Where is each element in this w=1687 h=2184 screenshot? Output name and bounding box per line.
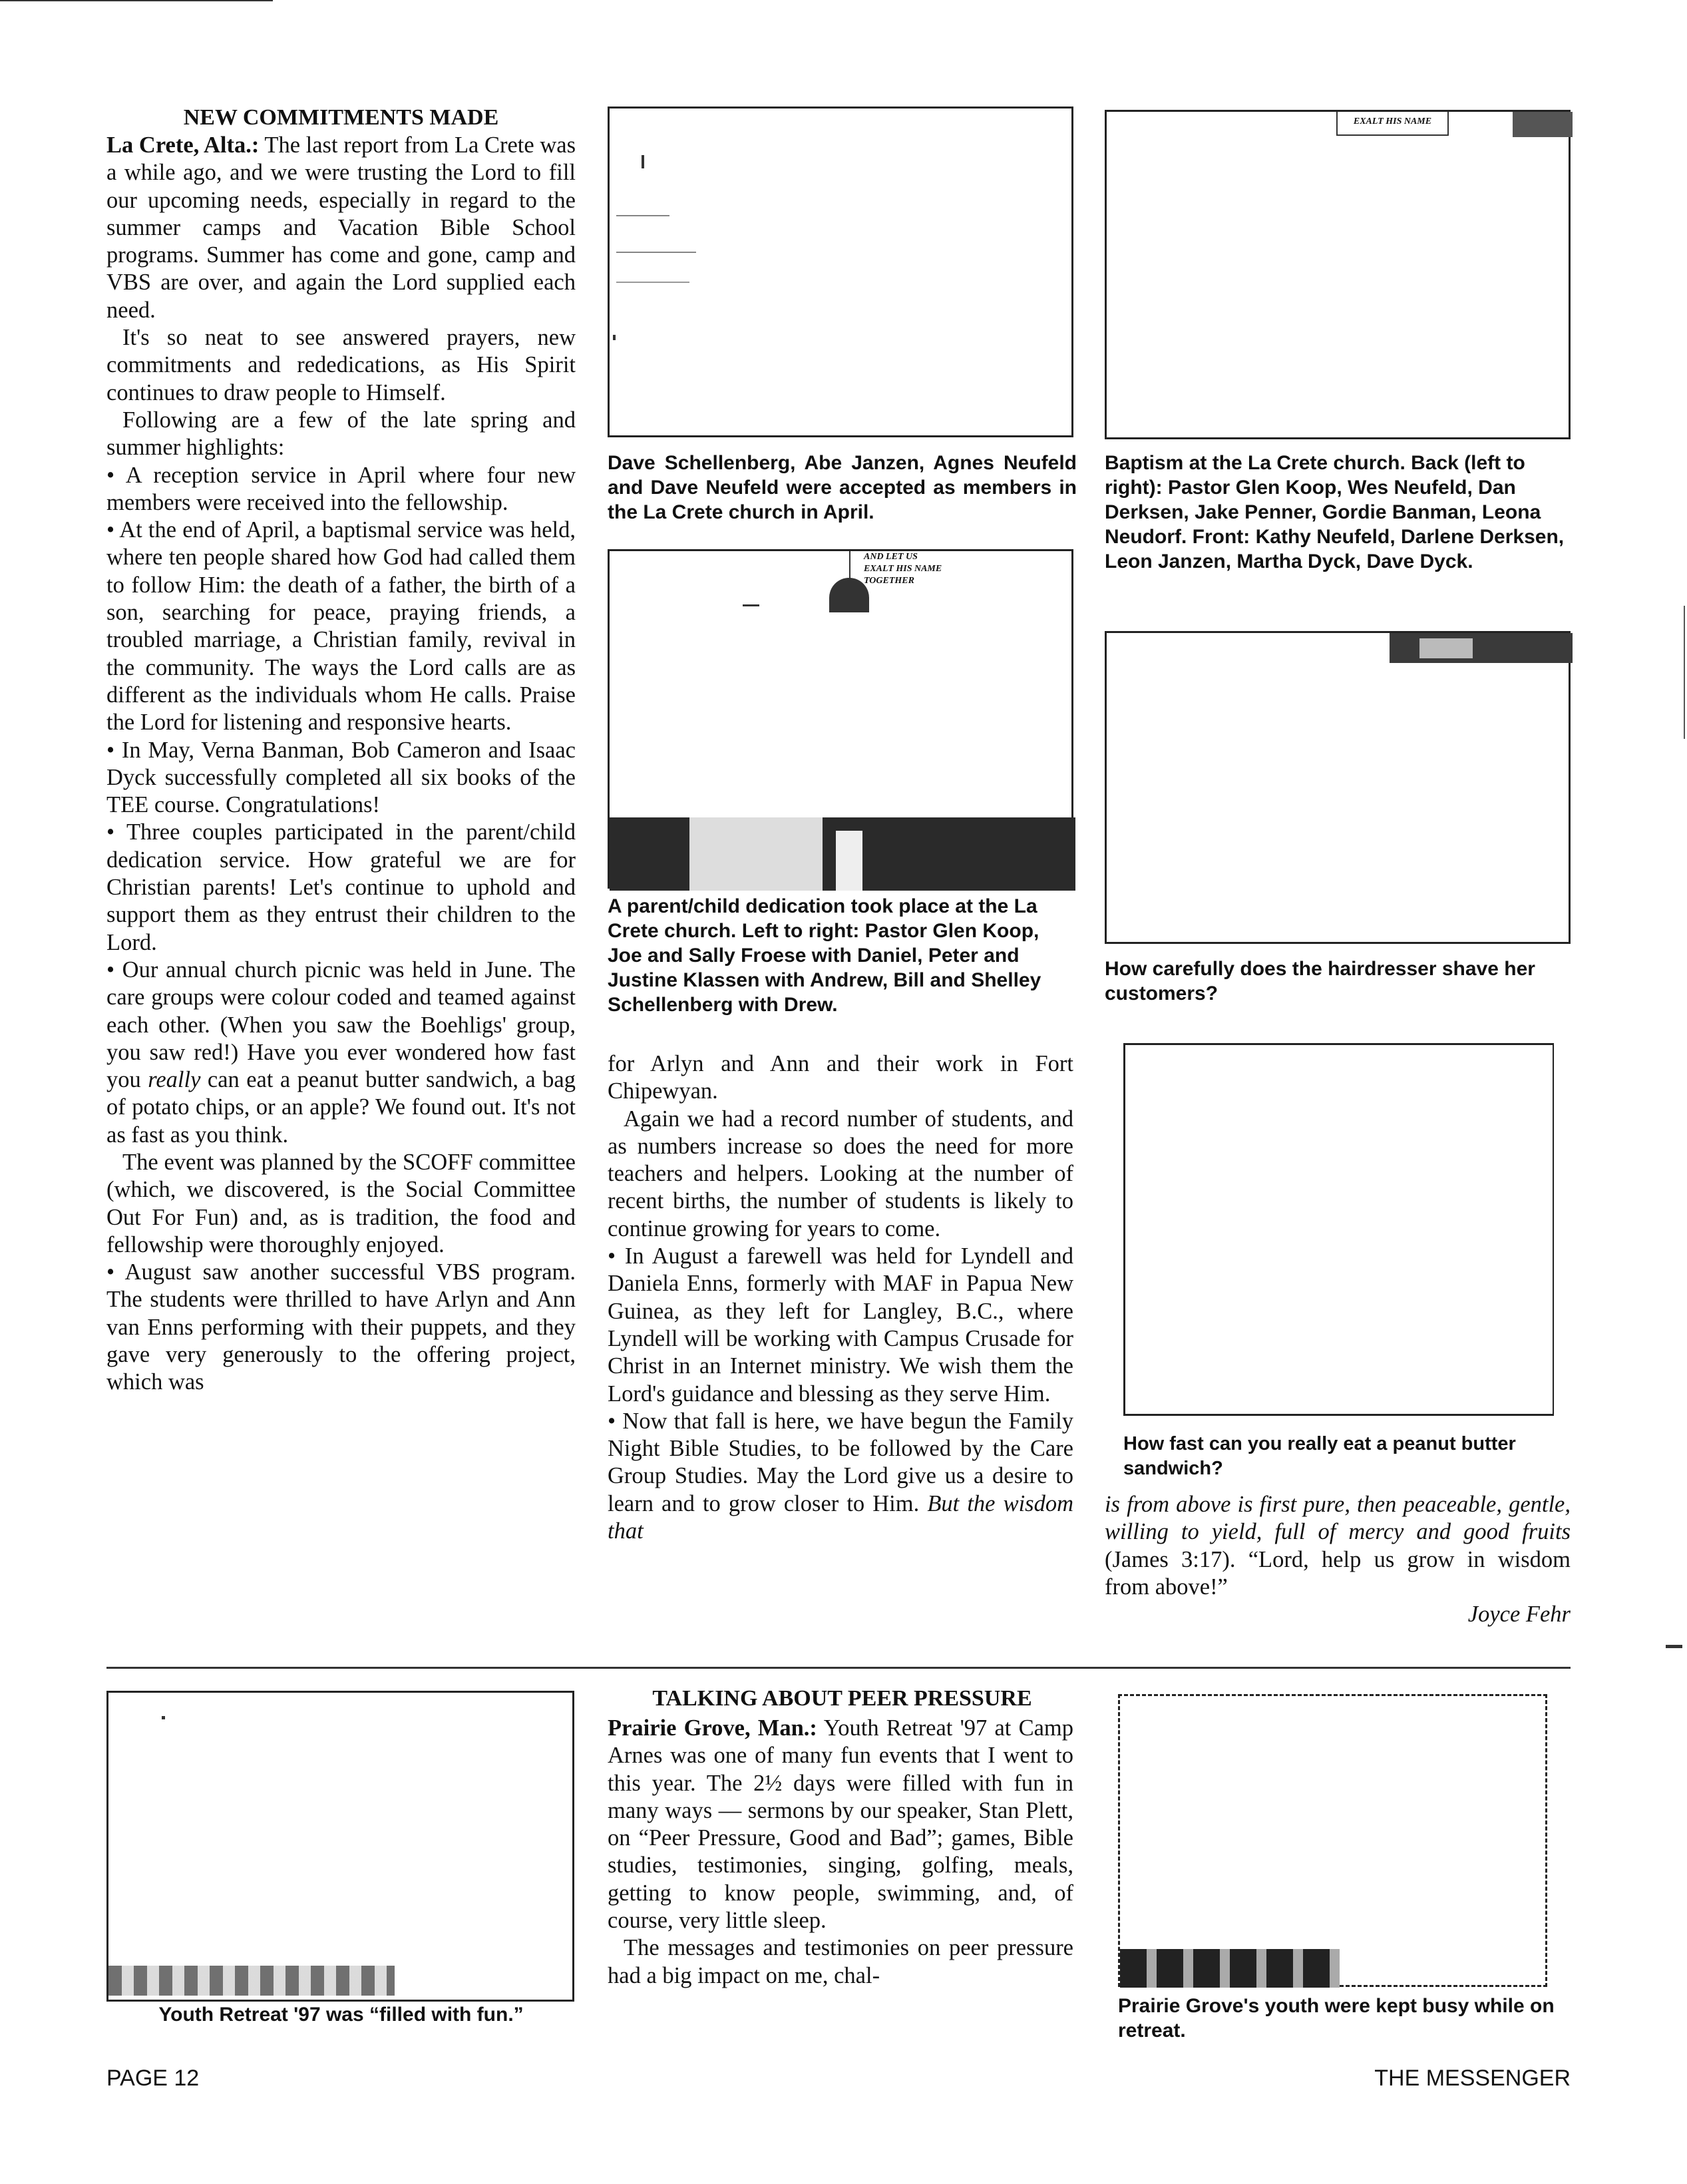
photo-caption: How fast can you really eat a peanut butter sandwich? <box>1123 1433 1516 1479</box>
banner: EXALT HIS NAME <box>1336 112 1449 136</box>
article-paragraph: It's so neat to see answered prayers, new commitments and rededications, as His Spirit continues to draw people to Himself. <box>106 325 576 405</box>
baptism-photo <box>1105 110 1571 439</box>
photo-caption: Prairie Grove's youth were kept busy while on retreat. <box>1118 1995 1555 2042</box>
hairdresser-photo <box>1105 631 1571 944</box>
article-paragraph: is from above is first pure, then peaceable, gentle, willing to yield, full of mercy and good fruits (James 3:17). “Lord, help us grow in wisdom from above!” <box>1105 1492 1571 1600</box>
dedication-photo <box>608 549 1073 889</box>
article-paragraph: The last report from La Crete was a while ago, and we were trusting the Lord to fill our upcoming needs, especially in regard to the summer camps and Vacation Bible School programs. Summer has come and gone, camp and VBS are over, and again the Lord supplied each need. <box>106 132 576 323</box>
bullet-item: • A reception service in April where four new members were received into the fellowship. <box>106 462 576 515</box>
peanut-photo <box>1123 1043 1554 1416</box>
page-number: PAGE 12 <box>106 2066 200 2091</box>
article-location: La Crete, Alta.: <box>106 132 260 158</box>
margin-mark <box>1666 1645 1682 1648</box>
publication-name: THE MESSENGER <box>1374 2066 1571 2091</box>
bullet-item: • In August a farewell was held for Lyndell and Daniela Enns, formerly with MAF in Papua New Guinea, as they left for Langley, B.C., where Lyndell will be working with Campus Crusade for Christ in an Internet ministry. We wish them the Lord's guidance and blessing as they serve Him. <box>608 1243 1073 1407</box>
article-column-2 <box>608 1050 1073 1545</box>
article-paragraph: Following are a few of the late spring and summer highlights: <box>106 407 576 461</box>
bullet-item: • At the end of April, a baptismal service was held, where ten people shared how God had called them to follow Him: the death of a father, the birth of a son, searching for peace, praying friends, a troubled marriage, a Christian family, revival in the community. The ways the Lord calls are as different as the individuals whom He calls. Praise the Lord for listening and responsive hearts. <box>106 517 576 736</box>
article-column-3 <box>1105 1491 1571 1628</box>
margin-mark <box>1684 606 1685 739</box>
retreat-photo <box>106 1691 574 2002</box>
corner-rule <box>0 0 273 1</box>
author-signature: Joyce Fehr <box>1467 1602 1571 1628</box>
article-heading: TALKING ABOUT PEER PRESSURE <box>652 1686 1032 1711</box>
article-paragraph: Again we had a record number of students, and as numbers increase so does the need for more teachers and helpers. Looking at the number of recent births, the number of students is likely to continue growing for years to come. <box>608 1106 1073 1241</box>
photo-caption: How carefully does the hairdresser shave her customers? <box>1105 958 1535 1004</box>
photo-caption: A parent/child dedication took place at the La Crete church. Left to right: Pastor Glen Koop, Joe and Sally Froese with Daniel, Peter and Justine Klassen with Andrew, Bill and Shelley Schellenberg with Drew. <box>608 895 1041 1016</box>
article-column-1 <box>106 132 576 1397</box>
photo-caption: Youth Retreat '97 was “filled with fun.” <box>158 2004 524 2026</box>
youth-photo <box>1118 1694 1547 1987</box>
members-photo <box>608 107 1073 437</box>
article-paragraph: Youth Retreat '97 at Camp Arnes was one of many fun events that I went to this year. The 2½ days were filled with fun in many ways — sermons by our speaker, Stan Plett, on “Peer Pressure, Good and Bad”; games, Bible studies, testimonies, singing, golfing, meals, getting to know people, swimming, and, of course, very little sleep. <box>608 1715 1073 1934</box>
article-paragraph: The event was planned by the SCOFF committee (which, we discovered, is the Social Committee Out For Fun) and, as is tradition, the food and fellowship were thoroughly enjoyed. <box>106 1149 576 1257</box>
article-2-body <box>608 1715 1073 1990</box>
article-paragraph: for Arlyn and Ann and their work in Fort Chipewyan. <box>608 1051 1073 1104</box>
bullet-item: • August saw another successful VBS program. The students were thrilled to have Arlyn and Ann van Enns performing with their puppets, and they gave very generously to the offering project, which was <box>106 1259 576 1395</box>
bullet-item: • Now that fall is here, we have begun the Family Night Bible Studies, to be followed by the Care Group Studies. May the Lord give us a desire to learn and to grow closer to Him. But the wisdom that <box>608 1408 1074 1544</box>
photo-caption: Baptism at the La Crete church. Back (left to right): Pastor Glen Koop, Wes Neufeld, Dan Derksen, Jake Penner, Gordie Banman, Leona Neudorf. Front: Kathy Neufeld, Darlene Derksen, Leon Janzen, Martha Dyck, Dave Dyck. <box>1105 452 1565 572</box>
section-divider <box>106 1667 1571 1669</box>
bullet-item: • Three couples participated in the parent/child dedication service. How grateful we are for Christian parents! Let's continue to uphold and support them as they entrust their children to the Lord. <box>106 819 576 955</box>
article-paragraph: The messages and testimonies on peer pressure had a big impact on me, chal- <box>608 1935 1073 1988</box>
bullet-item: • In May, Verna Banman, Bob Cameron and Isaac Dyck successfully completed all six books of the TEE course. Congratulations! <box>106 737 576 818</box>
photo-caption: Dave Schellenberg, Abe Janzen, Agnes Neufeld and Dave Neufeld were accepted as members in the La Crete church in April. <box>608 452 1077 523</box>
banner: AND LET US EXALT HIS NAME TOGETHER <box>849 551 949 612</box>
article-location: Prairie Grove, Man.: <box>608 1715 817 1741</box>
article-heading: NEW COMMITMENTS MADE <box>183 105 499 130</box>
bullet-item: • Our annual church picnic was held in June. The care groups were colour coded and teamed against each other. (When you saw the Boehligs' group, you saw red!) Have you ever wondered how fast you really can eat a peanut butter sandwich, a bag of potato chips, or an apple? We found out. It's not as fast as you think. <box>106 957 576 1148</box>
